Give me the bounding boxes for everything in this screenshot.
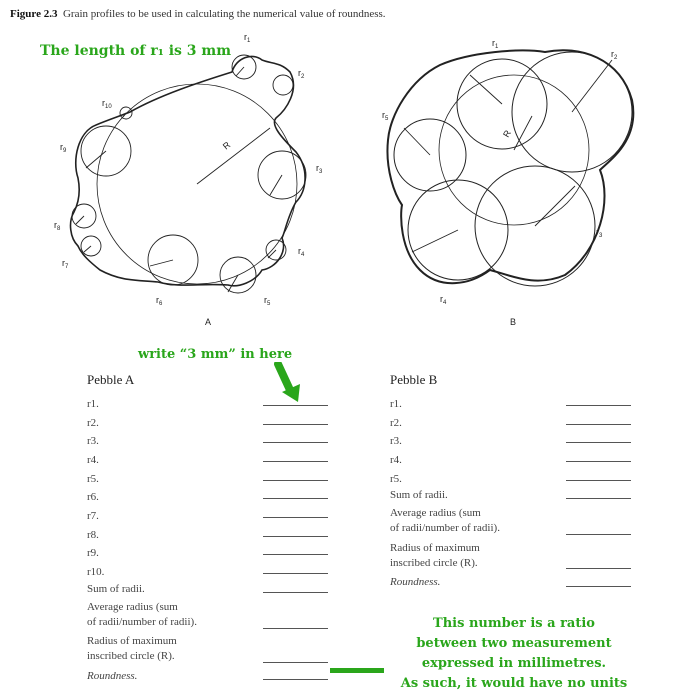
- label-a-r3: $r_3$: [316, 163, 323, 175]
- label-a-r9: $r_9$: [60, 142, 67, 154]
- pebble-a-title: Pebble A: [87, 372, 135, 387]
- pebble-b-row-r4: r4.: [390, 454, 402, 466]
- green-underline-marker: [330, 668, 384, 673]
- pebble-a-roundness-label: Roundness.: [87, 670, 138, 682]
- pebble-a-blank-roundness[interactable]: [263, 679, 328, 680]
- label-a-r5: $r_5$: [264, 295, 271, 307]
- pebble-b-avg-line-2: of radii/number of radii).: [390, 522, 500, 534]
- pebble-a-blank-r1[interactable]: [263, 405, 328, 406]
- pebble-b-sum-label: Sum of radii.: [390, 489, 448, 501]
- label-a-r6: $r_6$: [156, 295, 163, 307]
- pebble-a-row-r3: r3.: [87, 435, 99, 447]
- pebble-a-row-r5: r5.: [87, 473, 99, 485]
- ratio-note-line-1: This number is a ratio: [433, 616, 595, 631]
- pebble-b-row-r1: r1.: [390, 398, 402, 410]
- ratio-note-line-4: As such, it would have no units: [400, 676, 628, 691]
- label-a-r8: $r_8$: [54, 220, 61, 232]
- profile-b-radius-line: [514, 116, 532, 150]
- pebble-a-blank-r9[interactable]: [263, 554, 328, 555]
- pebble-b-row-r2: r2.: [390, 417, 402, 429]
- pebble-a-row-r9: r9.: [87, 547, 99, 559]
- pebble-a-blank-r7[interactable]: [263, 517, 328, 518]
- label-a-r4: $r_4$: [298, 246, 305, 258]
- pebble-a-blank-r3[interactable]: [263, 442, 328, 443]
- pebble-a-blank-max[interactable]: [263, 662, 328, 663]
- label-a-R: R: [220, 139, 233, 152]
- label-b-r5: $r_5$: [382, 110, 389, 122]
- pebble-a-sum-label: Sum of radii.: [87, 583, 145, 595]
- pebble-b-blank-r2[interactable]: [566, 424, 631, 425]
- label-a-r10: $r_{10}$: [102, 98, 112, 110]
- label-profile-a: A: [205, 317, 212, 327]
- pebble-a-max-label: [87, 634, 177, 664]
- annotation-ratio-note: [398, 614, 630, 694]
- pebble-a-max-line-1: Radius of maximum: [87, 635, 177, 647]
- pebble-a-avg-line-2: of radii/number of radii).: [87, 616, 197, 628]
- pebble-a-blank-r6[interactable]: [263, 498, 328, 499]
- profile-a: [71, 55, 306, 293]
- pebble-b-blank-max[interactable]: [566, 568, 631, 569]
- pebble-a-row-r2: r2.: [87, 417, 99, 429]
- annotation-write-here: write “3 mm” in here: [138, 347, 293, 362]
- label-a-r2: $r_2$: [298, 68, 305, 80]
- pebble-a-blank-r4[interactable]: [263, 461, 328, 462]
- profile-b: [387, 50, 633, 286]
- grain-profiles-drawing: [0, 20, 693, 340]
- pebble-a-row-r1: r1.: [87, 398, 99, 410]
- pebble-a-blank-r2[interactable]: [263, 424, 328, 425]
- pebble-a-blank-r8[interactable]: [263, 536, 328, 537]
- pebble-b-blank-r5[interactable]: [566, 480, 631, 481]
- pebble-b-roundness-label: Roundness.: [390, 576, 441, 588]
- pebble-a-row-r6: r6.: [87, 491, 99, 503]
- pebble-a-blank-sum[interactable]: [263, 592, 328, 593]
- pebble-a-max-line-2: inscribed circle (R).: [87, 650, 175, 662]
- ratio-note-line-2: between two measurement: [416, 636, 612, 651]
- figure-caption: [10, 8, 386, 20]
- pebble-b-max-line-2: inscribed circle (R).: [390, 557, 478, 569]
- figure-caption-text: Grain profiles to be used in calculating the numerical value of roundness.: [62, 8, 386, 20]
- profile-a-labels: [54, 32, 323, 327]
- label-b-r4: $r_4$: [440, 294, 447, 306]
- pebble-b-blank-r1[interactable]: [566, 405, 631, 406]
- pebble-b-blank-avg[interactable]: [566, 534, 631, 535]
- label-profile-b: B: [510, 317, 517, 327]
- pebble-b-max-label: [390, 541, 480, 571]
- label-b-r2: $r_2$: [611, 49, 618, 61]
- pebble-b-avg-line-1: Average radius (sum: [390, 507, 481, 519]
- pebble-a-row-r4: r4.: [87, 454, 99, 466]
- pebble-b-avg-label: [390, 506, 500, 536]
- label-b-r3: $r_3$: [596, 227, 603, 239]
- pebble-b-title: Pebble B: [390, 372, 438, 387]
- green-arrow-icon: [270, 362, 330, 406]
- label-b-R: R: [501, 128, 513, 139]
- pebble-b-row-r3: r3.: [390, 435, 402, 447]
- label-b-r1: $r_1$: [492, 38, 499, 50]
- pebble-b-blank-r3[interactable]: [566, 442, 631, 443]
- profile-a-outline: [71, 56, 306, 285]
- pebble-b-blank-r4[interactable]: [566, 461, 631, 462]
- label-a-r7: $r_7$: [62, 258, 69, 270]
- pebble-a-row-r7: r7.: [87, 510, 99, 522]
- pebble-b-blank-sum[interactable]: [566, 498, 631, 499]
- pebble-a-row-r10: r10.: [87, 566, 105, 578]
- pebble-a-blank-r10[interactable]: [263, 573, 328, 574]
- pebble-a-blank-avg[interactable]: [263, 628, 328, 629]
- label-a-r1: $r_1$: [244, 32, 251, 44]
- annotation-r1-length: The length of r₁ is 3 mm: [40, 43, 232, 59]
- ratio-note-line-3: expressed in millimetres.: [421, 656, 607, 671]
- pebble-a-avg-line-1: Average radius (sum: [87, 601, 178, 613]
- pebble-b-max-line-1: Radius of maximum: [390, 542, 480, 554]
- profile-a-radius-line: [197, 128, 270, 184]
- pebble-a-avg-label: [87, 600, 197, 630]
- pebble-a-row-r8: r8.: [87, 529, 99, 541]
- pebble-b-blank-roundness[interactable]: [566, 586, 631, 587]
- pebble-a-blank-r5[interactable]: [263, 480, 328, 481]
- figure-label: Figure 2.3: [10, 8, 58, 20]
- pebble-b-row-r5: r5.: [390, 473, 402, 485]
